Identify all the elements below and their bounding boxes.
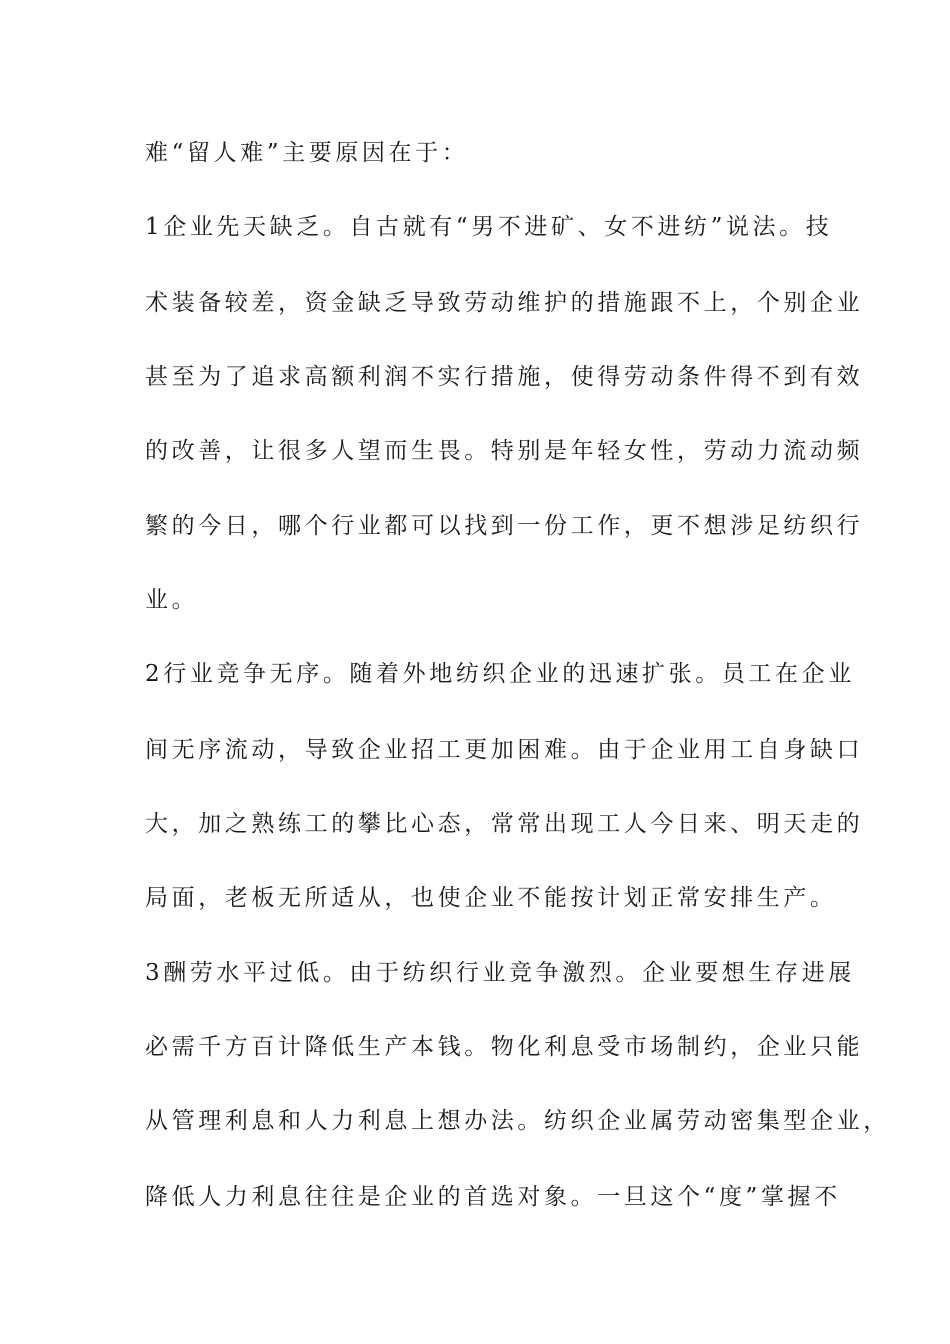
text-line: 大，加之熟练工的攀比心态，常常出现工人今日来、明天走的: [145, 811, 864, 837]
text-line: 间无序流动，导致企业招工更加困难。由于企业用工自身缺口: [145, 737, 864, 763]
text-line: 降低人力利息往往是企业的首选对象。一旦这个“度”掌握不: [145, 1184, 841, 1210]
text-line: 1企业先天缺乏。自古就有“男不进矿、女不进纺”说法。技: [145, 214, 833, 240]
text-line: 难“留人难”主要原因在于：: [145, 140, 469, 166]
text-line: 的改善，让很多人望而生畏。特别是年轻女性，劳动力流动频: [145, 438, 864, 464]
text-line: 局面，老板无所适从，也使企业不能按计划正常安排生产。: [145, 885, 837, 911]
text-line: 2行业竞争无序。随着外地纺织企业的迅速扩张。员工在企业: [145, 661, 855, 687]
text-line: 业。: [145, 587, 199, 613]
text-line: 从管理利息和人力利息上想办法。纺织企业属劳动密集型企业，: [145, 1108, 890, 1134]
text-line: 甚至为了追求高额利润不实行措施，使得劳动条件得不到有效: [145, 364, 864, 390]
text-line: 必需千方百计降低生产本钱。物化利息受市场制约，企业只能: [145, 1034, 864, 1060]
text-line: 3酬劳水平过低。由于纺织行业竞争激烈。企业要想生存进展: [145, 960, 855, 986]
text-line: 繁的今日，哪个行业都可以找到一份工作，更不想涉足纺织行: [145, 513, 864, 539]
text-line: 术装备较差，资金缺乏导致劳动维护的措施跟不上，个别企业: [145, 290, 864, 316]
